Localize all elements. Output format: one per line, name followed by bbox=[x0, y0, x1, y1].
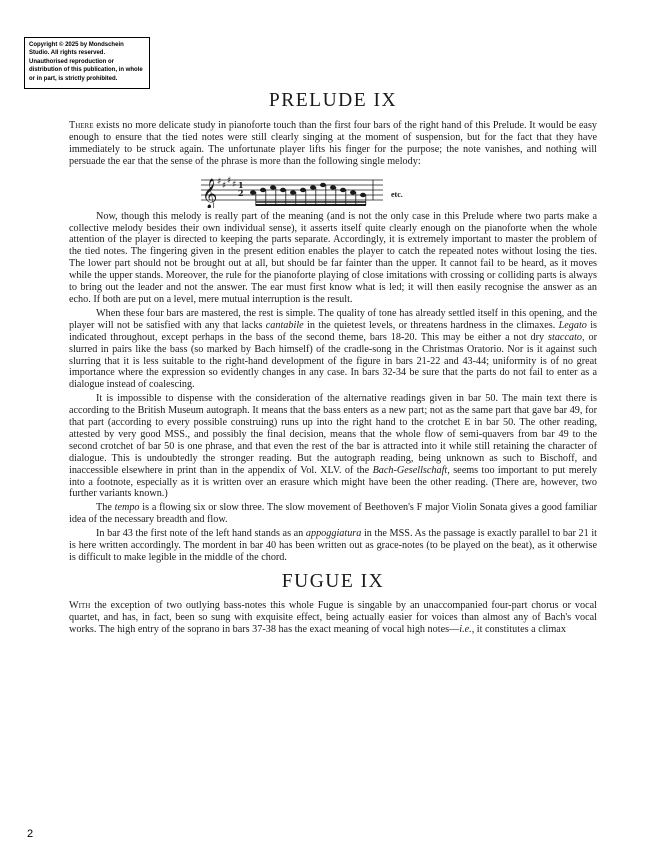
italic-run: tempo bbox=[114, 502, 140, 514]
text-run: The bbox=[96, 502, 115, 514]
svg-text:♯: ♯ bbox=[227, 175, 232, 186]
svg-text:♯: ♯ bbox=[232, 179, 237, 190]
italic-run: Legato bbox=[558, 319, 587, 331]
svg-text:1: 1 bbox=[238, 179, 244, 190]
text-run: in the quietest levels, or threatens hardness in the climaxes. bbox=[303, 319, 559, 331]
text-run: In bar 43 the first note of the left hand stands as an bbox=[96, 528, 306, 540]
fugue-heading: FUGUE IX bbox=[281, 570, 385, 592]
prelude-paragraph-3 bbox=[69, 308, 597, 391]
text-run: in the MSS. As the passage is exactly parallel to bar 21 it is here written accordingly. The mordent in bar 40 has been written out as grace-notes (to be played on the beat), as it otherwise is difficult to make legible in the middle of the chord. bbox=[69, 528, 597, 563]
music-etc-label: etc. bbox=[391, 189, 403, 199]
prelude-paragraph-2: Now, though this melody is really part of the meaning (and is not the only case in this Prelude where two parts make a collective melody besides their own individual sense), it asserts itself quite clearly enough on the pianoforte when the whole attention of the player is directed to keeping the parts separate. Accordingly, it is extremely important to master the problem of the tied notes. The fingering given in the present edition enables the player to catch the repeated notes without losing the ties. The lower part should not be brought out at all, but should be far fainter than the upper. It cannot fail to be heard, as it moves while the upper stands. Moreover, the rule for the pianoforte playing of close imitations with crossing or colliding parts is always to bring out the leader and not the answer. The ear must first know what is led; it will then easily recognise the answer as an echo. If both are put on a level, mere mutual interruption is the result. bbox=[69, 210, 597, 305]
prelude-intro-text: exists no more delicate study in pianoforte touch than the first four bars of the right hand of this Prelude. It would be easy enough to ensure that the tied notes were still clearly singing at the moment of suspension, but for the fact that they have immediately to be struck again. The unfortunate player lifts his finger for the purpose; the note vanishes, and nothing will persuade the ear that the sense of the phrase is more than the following single melody: bbox=[69, 120, 597, 167]
music-example bbox=[69, 169, 597, 209]
page-number: 2 bbox=[27, 828, 34, 840]
copyright-notice: Copyright © 2025 by Mondschein Studio. All rights reserved. Unauthorised reproduction or distribution of this publication, in whole or in part, is strictly prohibited. bbox=[24, 37, 150, 89]
svg-text:2: 2 bbox=[238, 187, 244, 198]
svg-text:♯: ♯ bbox=[217, 176, 222, 187]
treble-clef-music-excerpt-icon bbox=[201, 172, 385, 208]
text-run: It is impossible to dispense with the consideration of the alternative readings given in bar 50. The main text there is according to the British Museum autograph. It means that the bass enters as a new part; not as the same part that gave bar 49, for that part (according to every possible construing) runs up into the right hand to the crotchet E in bar 50. The other reading, attested by very good MSS., and possibly the final decision, means that the whole flow of semi-quavers from bar 49 to the second crotchet of bar 50 is one phrase, and that even the rest of the bar is attracted into it while still retaining the character of dialogue. This is undoubtedly the stronger reading. But the autograph reading, being unknown as such to Bischoff, and inaccessible elsewhere in print than in the appendix of Vol. XLV. of the bbox=[69, 393, 597, 476]
page-body bbox=[69, 90, 597, 636]
text-run: or slurred in pairs like the bass (so marked by Bach himself) of the cradle-song in the Christmas Oratorio. Nor is it against such slurring that it is less suitable to the right-hand development of the figure in bars 21-22 and 43-44; uniformity is of no great importance where the expression so evidently changes in any case. In bars 32-34 be sure that the parts do not fail to enter as a dialogue instead of coalescing. bbox=[69, 331, 597, 391]
text-run: is a flowing six or slow three. The slow movement of Beethoven's F major Violin Sonata gives a good familiar idea of the necessary breadth and flow. bbox=[69, 502, 597, 526]
fugue-lead-word: With bbox=[69, 599, 91, 611]
italic-run: staccato, bbox=[548, 331, 585, 343]
text-run: seems too important to put merely into a footnote, especially as it is written over an erasure which might have been the other reading. (There are, however, two further variants known.) bbox=[69, 464, 597, 500]
svg-text:♯: ♯ bbox=[222, 180, 227, 191]
italic-run: Bach-Gesellschaft, bbox=[372, 464, 450, 476]
text-run: the exception of two outlying bass-notes this whole Fugue is singable by an unaccompanied four-part chorus or vocal quartet, and has, in fact, been so sung with exquisite effect, being actually easier for voices than almost any of Bach's vocal works. The high entry of the soprano in bars 37-38 has the exact meaning of vocal high notes— bbox=[69, 599, 597, 635]
prelude-paragraph-6 bbox=[69, 528, 597, 564]
italic-run: cantabile bbox=[265, 319, 304, 331]
text-run: it constitutes a climax bbox=[474, 623, 566, 635]
prelude-paragraph-4 bbox=[69, 393, 597, 500]
italic-run: appoggiatura bbox=[305, 528, 362, 540]
text-run: is indicated throughout, except perhaps in the bass of the second theme, bars 18-20. This may be either a not dry bbox=[69, 319, 597, 343]
italic-run: i.e., bbox=[459, 623, 475, 635]
prelude-lead-word: There bbox=[69, 120, 94, 131]
prelude-intro-paragraph bbox=[69, 120, 597, 168]
svg-text:𝄞: 𝄞 bbox=[202, 178, 218, 208]
fugue-intro-paragraph bbox=[69, 600, 597, 636]
prelude-heading: PRELUDE IX bbox=[268, 90, 398, 111]
prelude-paragraph-5 bbox=[69, 502, 597, 526]
text-run: When these four bars are mastered, the rest is simple. The quality of tone has already settled itself in this opening, and the player will not be satisfied with any that lacks bbox=[69, 307, 597, 331]
